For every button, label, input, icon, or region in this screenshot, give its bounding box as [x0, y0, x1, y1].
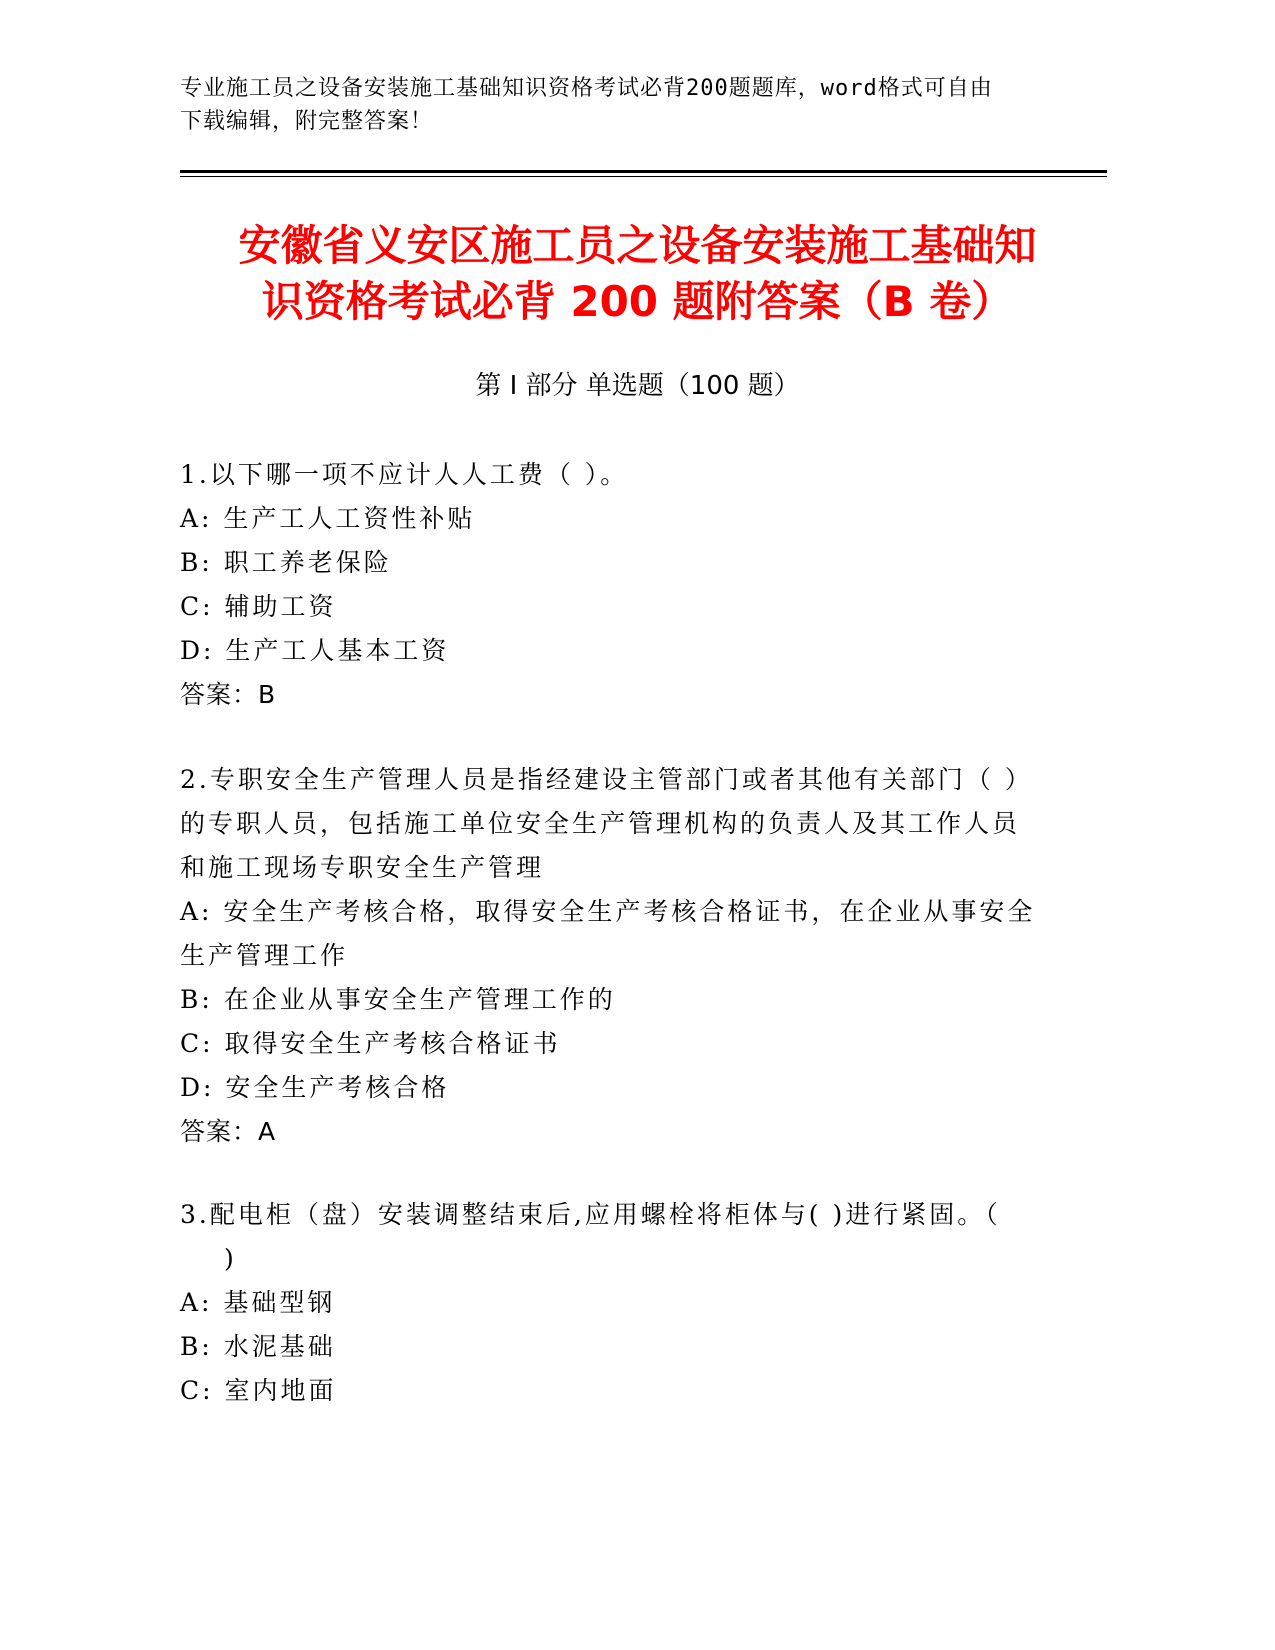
option-a: A: 基础型钢: [180, 1288, 336, 1317]
question-stem: 3.配电柜（盘）安装调整结束后,应用螺栓将柜体与( )进行紧固。（: [180, 1200, 1001, 1229]
section-title: 第 I 部分 单选题（100 题）: [475, 371, 800, 401]
document-title: [150, 218, 1125, 330]
header-note-line-1: 专业施工员之设备安装施工基础知识资格考试必背200题题库，word格式可自由: [180, 76, 993, 101]
document-title-line-1: 安徽省义安区施工员之设备安装施工基础知: [238, 221, 1037, 270]
question-stem: 2.专职安全生产管理人员是指经建设主管部门或者其他有关部门（ ）的专职人员，包括施工单位安全生产管理机构的负责人及其工作人员和施工现场专职安全生产管理: [180, 765, 1033, 882]
option-d: D: 安全生产考核合格: [180, 1073, 450, 1102]
header-note-line-2: 下载编辑，附完整答案！: [180, 109, 434, 134]
option-c: C: 取得安全生产考核合格证书: [180, 1029, 561, 1058]
question-3: [180, 1193, 1040, 1413]
option-d: D: 生产工人基本工资: [180, 636, 450, 665]
option-c: C: 辅助工资: [180, 592, 337, 621]
option-a: A: 安全生产考核合格，取得安全生产考核合格证书，在企业从事安全生产管理工作: [180, 897, 1036, 970]
question-1: [180, 453, 1040, 717]
header-divider-thick: [180, 170, 1107, 173]
question-stem-continuation: [180, 1237, 1040, 1281]
question-stem-continuation-text: ): [224, 1244, 237, 1273]
option-c: C: 室内地面: [180, 1376, 337, 1405]
document-header-note: [180, 72, 1060, 138]
header-divider-thin: [180, 176, 1107, 177]
document-title-line-2: 识资格考试必背 200 题附答案（B 卷）: [261, 277, 1014, 326]
question-stem: 1.以下哪一项不应计人人工费（ ）。: [180, 460, 629, 489]
answer-label: 答案：A: [180, 1117, 277, 1146]
option-b: B: 水泥基础: [180, 1332, 336, 1361]
question-2: [180, 758, 1040, 1154]
option-a: A: 生产工人工资性补贴: [180, 504, 476, 533]
answer-label: 答案：B: [180, 680, 277, 709]
option-b: B: 职工养老保险: [180, 548, 392, 577]
option-b: B: 在企业从事安全生产管理工作的: [180, 985, 616, 1014]
